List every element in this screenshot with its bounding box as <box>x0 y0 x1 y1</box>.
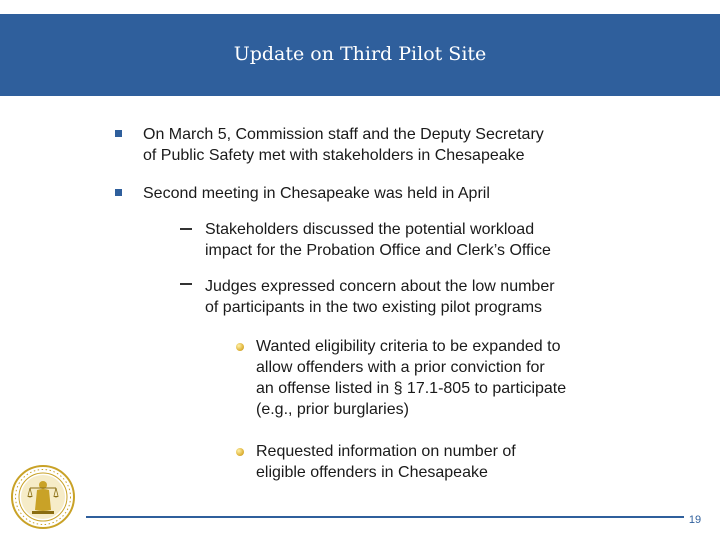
footer-rule <box>86 516 706 518</box>
subsub-1-line-3: an offense listed in § 17.1-805 to participate <box>256 380 567 397</box>
bullet-text-2 <box>143 183 490 204</box>
commission-seal-icon <box>10 464 76 530</box>
bullet-text-1 <box>143 124 544 166</box>
bullet-square-icon <box>115 189 122 196</box>
subsub-2-line-2: eligible offenders in Chesapeake <box>256 464 488 481</box>
bullet-1-line-1: On March 5, Commission staff and the Deputy Secretary <box>143 126 544 143</box>
dot-bullet-icon <box>236 343 244 351</box>
bullet-2-line-1: Second meeting in Chesapeake was held in April <box>143 185 490 202</box>
sub-2-line-1: Judges expressed concern about the low number <box>205 278 555 295</box>
sub-2-line-2: of participants in the two existing pilot programs <box>205 299 543 316</box>
dash-bullet-icon <box>180 228 192 230</box>
sub-1-line-1: Stakeholders discussed the potential workload <box>205 221 535 238</box>
bullet-1-line-2: of Public Safety met with stakeholders in Chesapeake <box>143 147 525 164</box>
subsub-bullet-text-1 <box>256 336 566 420</box>
slide-title: Update on Third Pilot Site <box>233 43 487 65</box>
page-number: 19 <box>684 514 706 526</box>
subsub-bullet-text-2 <box>256 441 516 483</box>
dot-bullet-icon <box>236 448 244 456</box>
subsub-2-line-1: Requested information on number of <box>256 443 516 460</box>
sub-bullet-text-1 <box>205 219 551 261</box>
sub-1-line-2: impact for the Probation Office and Clerk’s Office <box>205 242 551 259</box>
subsub-1-line-4: (e.g., prior burglaries) <box>256 401 409 418</box>
subsub-1-line-2: allow offenders with a prior conviction for <box>256 359 545 376</box>
sub-bullet-text-2 <box>205 276 555 318</box>
subsub-1-line-1: Wanted eligibility criteria to be expanded to <box>256 338 561 355</box>
dash-bullet-icon <box>180 283 192 285</box>
bullet-square-icon <box>115 130 122 137</box>
